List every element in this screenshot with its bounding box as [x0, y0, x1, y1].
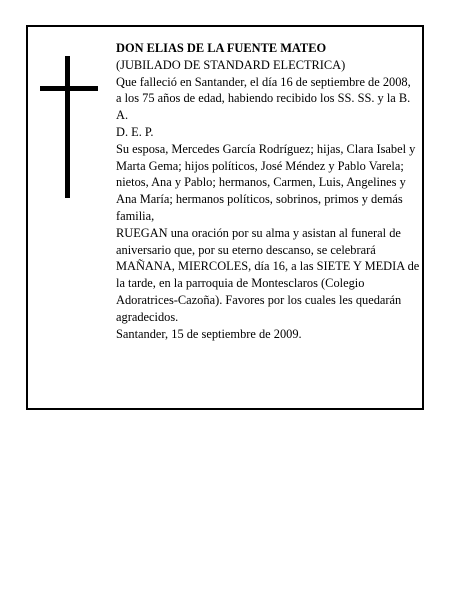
obituary-notice [26, 25, 424, 410]
cross-vertical-bar [65, 56, 70, 198]
family-list: Su esposa, Mercedes García Rodríguez; hijas, Clara Isabel y Marta Gema; hijos políticos, José Méndez y Pablo Varela; nietos, Ana y Pablo; hermanos, Carmen, Luis, Angelines y Ana María; hermanos políticos, sobrinos, primos y demás familia, [116, 141, 416, 223]
rip-line: D. E. P. [116, 124, 154, 139]
age-statement: a los 75 años de edad, habiendo recibido los SS. SS. y la B. A. [116, 91, 411, 123]
death-statement: Que falleció en Santander, el día 16 de septiembre de 2008, [116, 74, 411, 89]
cross-icon [40, 56, 98, 198]
place-date: Santander, 15 de septiembre de 2009. [116, 326, 302, 341]
notice-text [116, 40, 421, 342]
deceased-name: DON ELIAS DE LA FUENTE MATEO [116, 41, 327, 55]
funeral-request: RUEGAN una oración por su alma y asistan al funeral de aniversario que, por su eterno descanso, se celebrará MAÑANA, MIERCOLES, día 16, a las SIETE Y MEDIA de la tarde, en la parroquia de Montesclaros (Colegio Adoratrices-Cazoña). Favores por los cuales les quedarán agradecidos. [116, 225, 420, 324]
cross-horizontal-bar [40, 86, 98, 91]
notice-subtitle: (JUBILADO DE STANDARD ELECTRICA) [116, 57, 346, 72]
